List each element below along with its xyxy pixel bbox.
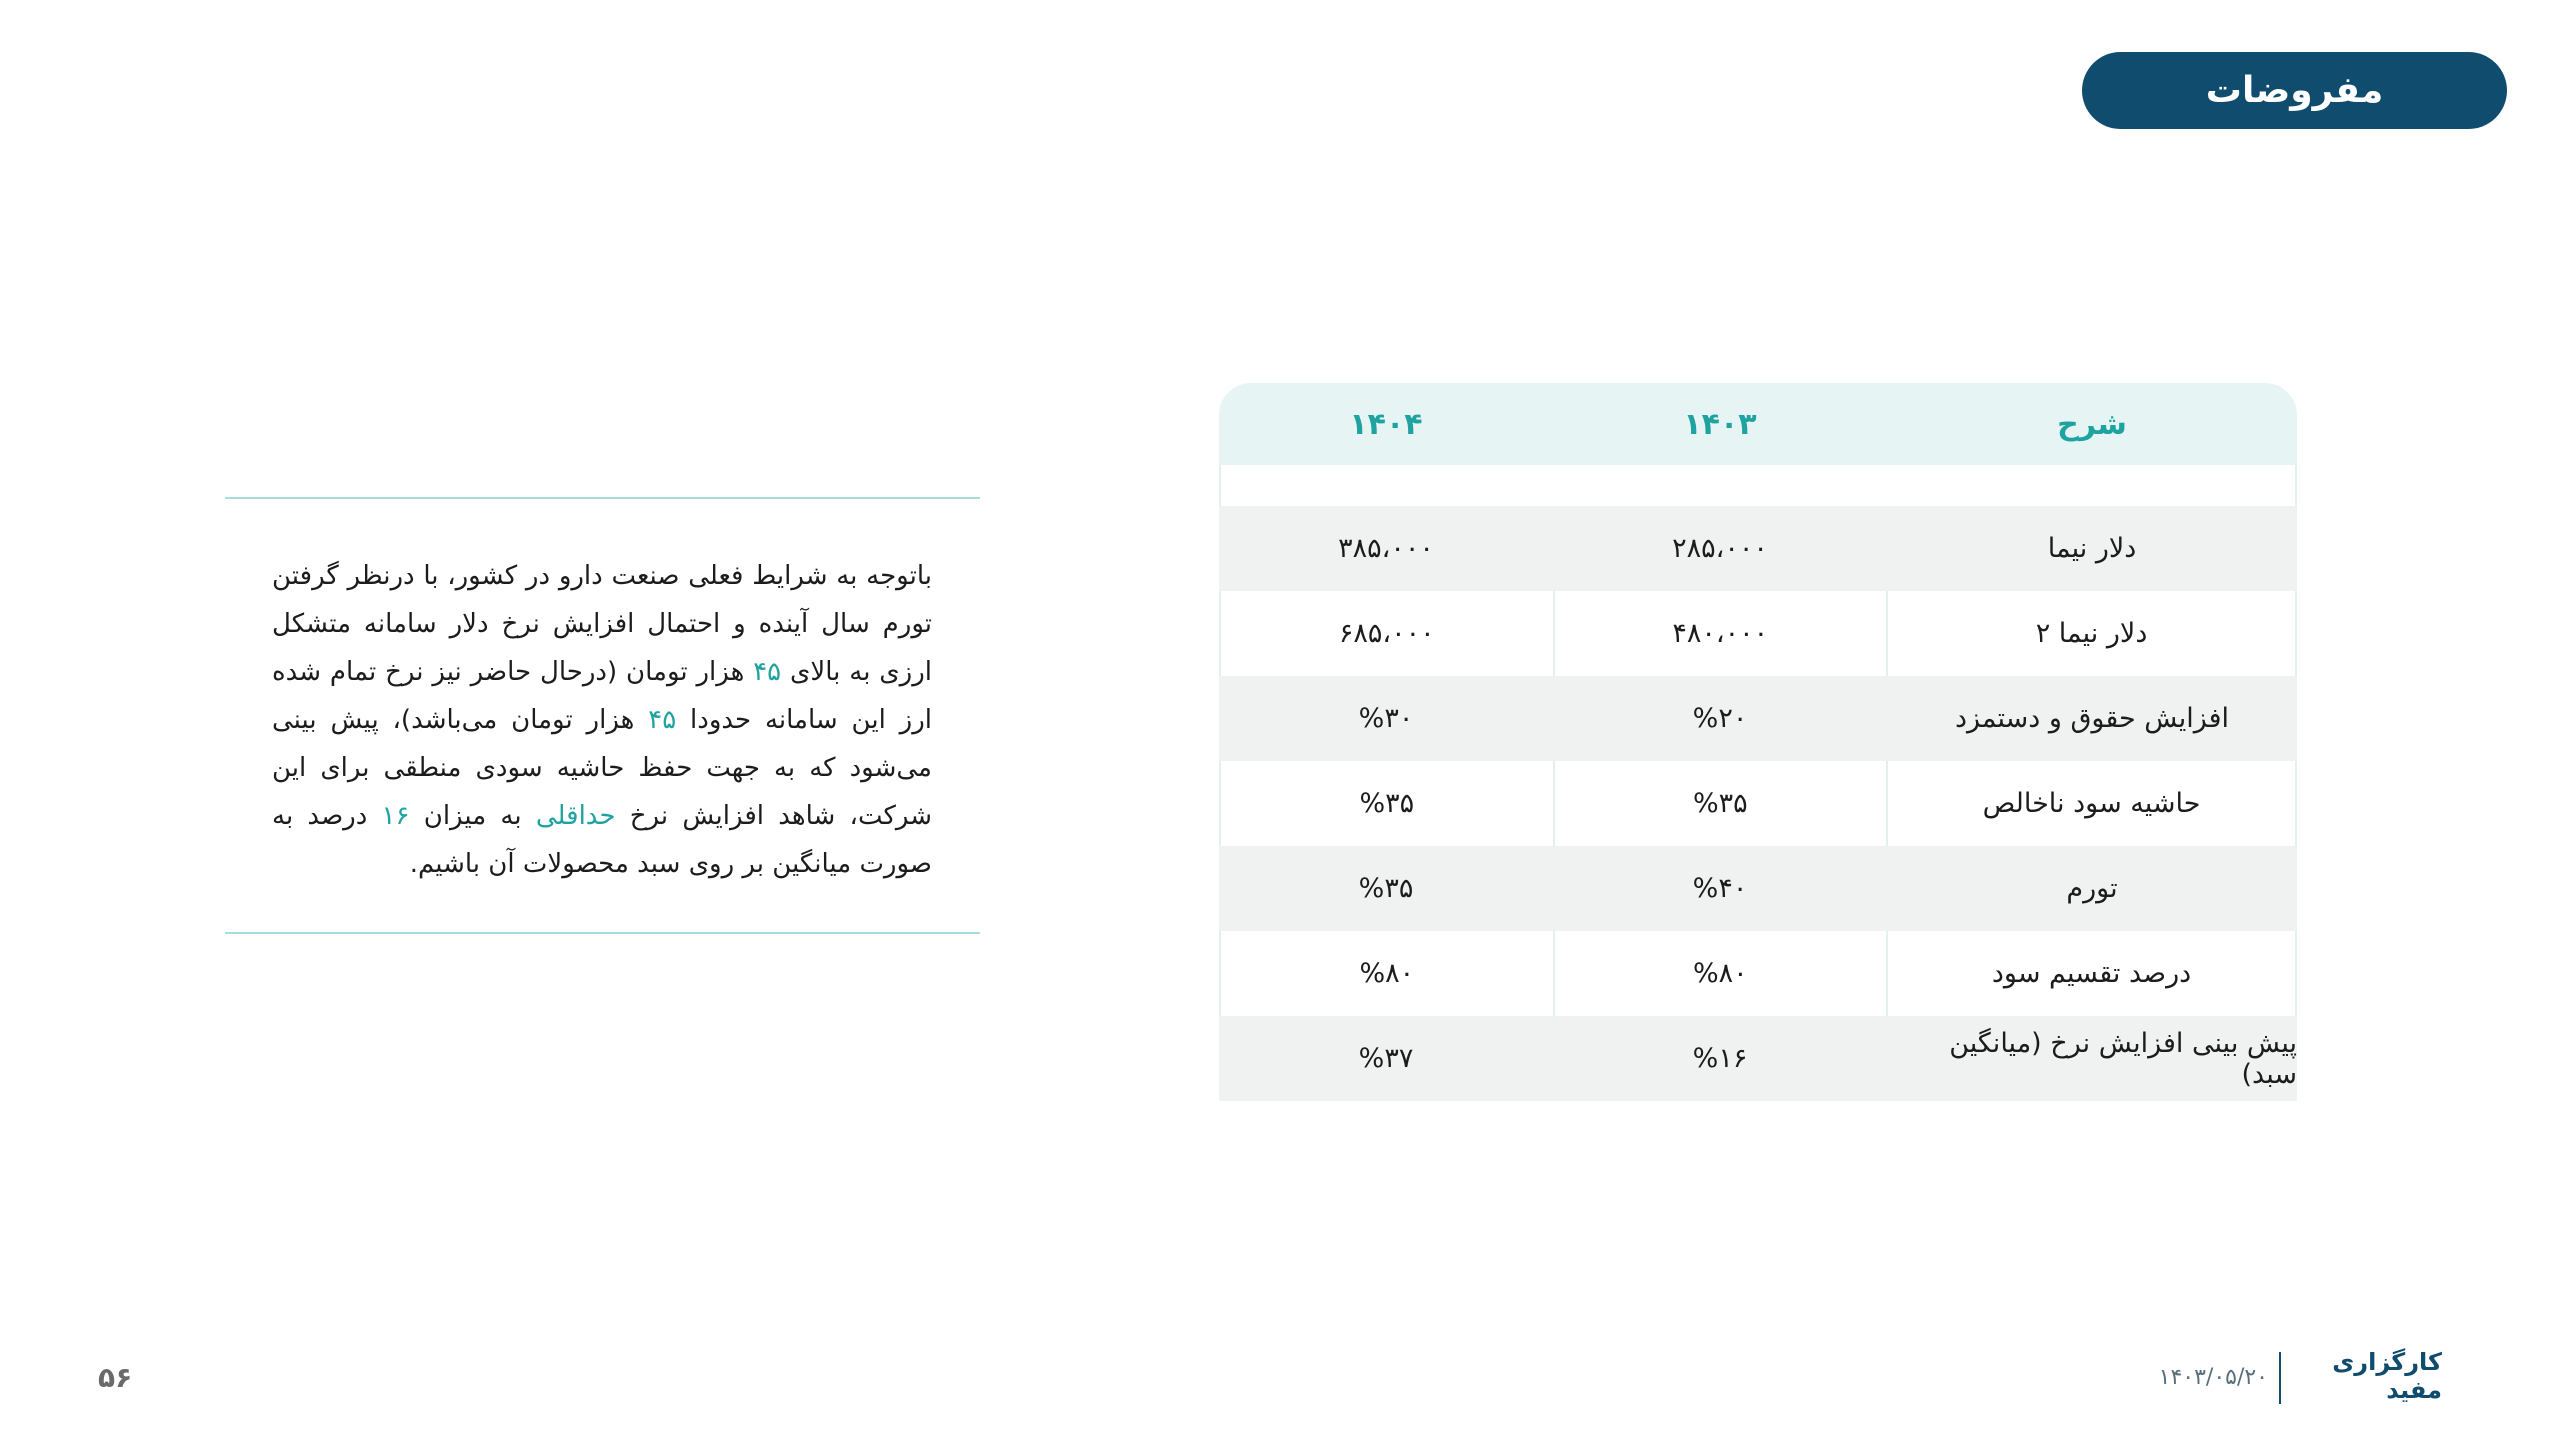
table-cell: %۳۷ — [1358, 1043, 1414, 1074]
para-text-2: هزار تومان (درحال حاضر نیز نرخ تمام شده ارز این سامانه حدودا — [272, 657, 932, 735]
para-number-1: ۴۵ — [753, 657, 782, 687]
table-row — [1219, 761, 2297, 846]
page-number: ۵۶ — [98, 1360, 133, 1394]
header-cell-description: شرح — [2057, 406, 2127, 442]
table-cell-label: دلار نیما — [2047, 533, 2137, 564]
page-title: مفروضات — [2082, 52, 2507, 129]
table-cell: ۶۸۵،۰۰۰ — [1219, 591, 1553, 676]
para-text-1: باتوجه به شرایط فعلی صنعت دارو در کشور، با درنظر گرفتن تورم سال آینده و احتمال افزایش نرخ دلار سامانه متشکل ارزی به بالای — [272, 561, 932, 687]
para-number-2: ۴۵ — [648, 705, 677, 735]
table-cell: %۲۰ — [1692, 703, 1748, 734]
para-text-3: هزار تومان می‌باشد)، پیش بینی می‌شود که به جهت حفظ حاشیه سودی منطقی برای این شرکت، شاهد افزایش نرخ — [272, 705, 932, 831]
footer-date: ۱۴۰۳/۰۵/۲۰ — [2158, 1364, 2268, 1390]
table-row — [1219, 931, 2297, 1016]
para-text-5: درصد به صورت میانگین بر روی سبد محصولات آن باشیم. — [272, 801, 932, 879]
table-cell: %۱۶ — [1692, 1043, 1748, 1074]
para-text-4: به میزان — [409, 801, 536, 831]
table-row — [1219, 591, 2297, 676]
table-cell-label: دلار نیما ۲ — [1886, 591, 2297, 676]
table-row — [1219, 846, 2297, 931]
table-row — [1219, 506, 2297, 591]
para-highlight: حداقلی — [535, 801, 616, 831]
company-logo: کارگزاری مفید — [2332, 1348, 2442, 1404]
footer-separator — [2279, 1352, 2281, 1404]
table-cell: %۸۰ — [1553, 931, 1887, 1016]
header-cell-1403: ۱۴۰۳ — [1683, 406, 1757, 442]
table-row — [1219, 676, 2297, 761]
table-cell: %۴۰ — [1692, 873, 1748, 904]
table-cell: %۳۰ — [1358, 703, 1414, 734]
para-number-3: ۱۶ — [381, 801, 410, 831]
table-cell-label: درصد تقسیم سود — [1886, 931, 2297, 1016]
table-cell: %۳۵ — [1219, 761, 1553, 846]
table-cell: %۳۵ — [1553, 761, 1887, 846]
description-paragraph — [272, 552, 932, 888]
header-cell-1404: ۱۴۰۴ — [1349, 406, 1423, 442]
table-cell: ۲۸۵،۰۰۰ — [1672, 533, 1768, 564]
table-cell-label: پیش بینی افزایش نرخ (میانگین سبد) — [1949, 1027, 2297, 1090]
table-cell: ۴۸۰،۰۰۰ — [1553, 591, 1887, 676]
assumptions-table — [1219, 383, 2297, 1101]
table-cell: %۸۰ — [1219, 931, 1553, 1016]
table-cell: ۳۸۵،۰۰۰ — [1338, 533, 1434, 564]
table-header — [1219, 383, 2297, 465]
table-cell: %۳۵ — [1358, 873, 1414, 904]
divider-top — [225, 497, 980, 499]
divider-bottom — [225, 932, 980, 934]
table-cell-label: تورم — [2066, 873, 2118, 904]
table-spacer-row — [1219, 465, 2297, 506]
table-cell-label: افزایش حقوق و دستمزد — [1954, 703, 2230, 734]
table-row — [1219, 1016, 2297, 1101]
table-cell-label: حاشیه سود ناخالص — [1886, 761, 2297, 846]
